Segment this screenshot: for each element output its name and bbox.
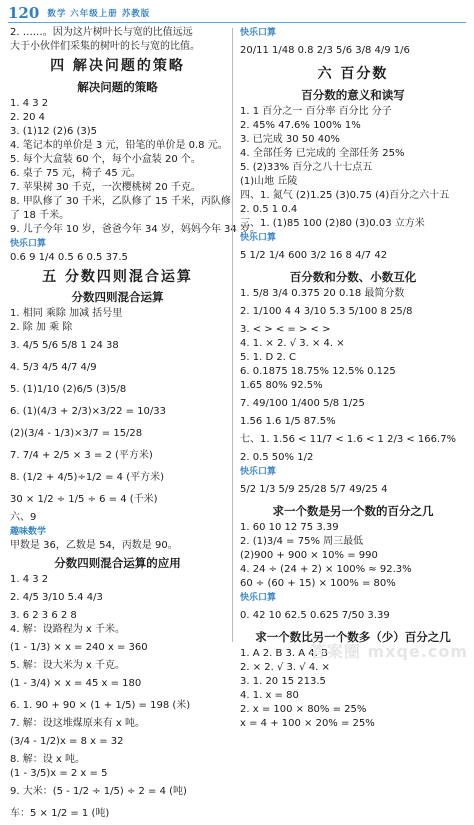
text-line: 5. (1)1/10 (2)6/5 (3)5/8 <box>10 384 127 396</box>
text-line: 6. 桌子 75 元，椅子 45 元。 <box>10 167 141 179</box>
text-line: 0. 42 10 62.5 0.625 7/50 3.39 <box>240 609 390 621</box>
chapter-title: 四 解决问题的策略 <box>50 58 185 74</box>
section-title: 解决问题的策略 <box>77 79 158 94</box>
text-line: 5. 1. D 2. C <box>240 351 297 363</box>
text-line: 7. 解：设这堆煤原来有 x 吨。 <box>10 718 145 730</box>
text-line: 1. 60 10 12 75 3.39 <box>240 521 339 533</box>
text-line: 60 ÷ (60 + 15) × 100% = 80% <box>240 577 396 589</box>
text-line: 甲数是 36，乙数是 54，丙数是 90。 <box>10 540 178 552</box>
text-line: 1. 1 百分之一 百分率 百分比 分子 <box>240 105 392 117</box>
text-line: 大于小伙伴们采集的树叶的长与宽的比值。 <box>10 41 200 52</box>
text-line: 4. 1. x = 80 <box>240 689 299 701</box>
text-line: 3. 已完成 30 50 40% <box>240 133 340 145</box>
text-line: 8. 甲队修了 30 千米，乙队修了 15 千米，丙队修 <box>10 195 231 207</box>
text-line: 4. 24 ÷ (24 + 2) × 100% ≈ 92.3% <box>240 563 412 575</box>
text-line: 2. 除 加 乘 除 <box>10 322 73 334</box>
text-line: (2)(3/4 - 1/3)×3/7 = 15/28 <box>10 428 143 440</box>
text-line: 2. × 2. √ 3. √ 4. × <box>240 661 330 673</box>
text-line: 7. 7/4 + 2/5 × 3 = 2 (平方米) <box>10 450 153 462</box>
text-line: 2. x = 100 × 80% = 25% <box>240 703 367 715</box>
text-line: 七、1. 1.56 < 11/7 < 1.6 < 1 2/3 < 166.7% <box>240 433 457 445</box>
text-line: x = 4 + 100 × 20% = 25% <box>240 717 375 729</box>
text-line: 1. 4 3 2 <box>10 97 49 109</box>
text-line: 6. (1)(4/3 + 2/3)×3/22 = 10/33 <box>10 406 167 418</box>
text-line: 1. 4 3 2 <box>10 574 49 586</box>
page-header <box>8 4 150 22</box>
text-line: 1.56 1.6 1/5 87.5% <box>240 415 336 427</box>
text-line: 三、1. (1)85 100 (2)80 (3)0.03 立方米 <box>240 217 425 229</box>
text-line: 8. (1/2 + 4/5)÷1/2 = 4 (平方米) <box>10 472 164 484</box>
section-title: 求一个数是另一个数的百分之几 <box>272 503 434 518</box>
text-line: 3. (1)12 (2)6 (3)5 <box>10 125 98 137</box>
text-line: 2. (1)3/4 = 75% 周三最低 <box>240 535 364 547</box>
section-title: 分数四则混合运算 <box>71 290 164 305</box>
text-line: 20/11 1/48 0.8 2/3 5/6 3/8 4/9 1/6 <box>240 45 410 56</box>
chapter-title: 六 百分数 <box>317 66 389 82</box>
text-line: 4. 5/3 4/5 4/7 4/9 <box>10 362 97 374</box>
text-line: 2. 20 4 <box>10 111 45 123</box>
section-title: 百分数和分数、小数互化 <box>289 269 417 284</box>
left-column <box>10 26 260 820</box>
text-line: 4. 笔记本的单价是 3 元，铅笔的单价是 0.8 元。 <box>10 139 228 151</box>
text-line: 1. 相同 乘除 加减 括号里 <box>10 308 123 320</box>
text-line: 30 × 1/2 ÷ 1/5 ÷ 6 = 4 (千米) <box>10 494 158 506</box>
text-line: 2. 1/100 4 4 3/10 5.3 5/100 8 25/8 <box>240 305 413 317</box>
text-line: 2. ……。因为这片树叶长与宽的比值远远 <box>10 27 193 38</box>
quick-calc-label: 快乐口算 <box>240 466 277 477</box>
text-line: 7. 苹果树 30 千克，一次樱桃树 20 千克。 <box>10 181 201 193</box>
text-line: 3. 4/5 5/6 5/8 1 24 38 <box>10 340 119 352</box>
text-line: 2. 45% 47.6% 100% 1% <box>240 119 361 131</box>
text-line: 2. 0.5 50% 1/2 <box>240 451 314 463</box>
text-line: (1 - 3/4) × x = 45 x = 180 <box>10 678 142 690</box>
text-line: 3. 1. 20 15 213.5 <box>240 675 326 687</box>
quick-calc-label: 快乐口算 <box>240 28 277 38</box>
quick-calc-label: 快乐口算 <box>10 238 47 249</box>
text-line: 4. 解：设路程为 x 千米。 <box>10 624 125 636</box>
section-title: 分数四则混合运算的应用 <box>54 556 181 571</box>
text-line: 2. 4/5 3/10 5.4 4/3 <box>10 592 103 604</box>
text-line: 7. 49/100 1/400 5/8 1/25 <box>240 397 365 409</box>
quick-calc-label: 快乐口算 <box>240 232 277 243</box>
watermark-logo: 答案圈 mxqe.com <box>309 642 468 661</box>
text-line: 9. 大米：(5 - 1/2 ÷ 1/5) ÷ 2 = 4 (吨) <box>10 786 187 798</box>
text-line: 6. 0.1875 18.75% 12.5% 0.125 <box>240 365 396 377</box>
text-line: 5 1/2 1/4 600 3/2 16 8 4/7 42 <box>240 249 388 261</box>
text-line: 5. (2)33% 百分之八十七点五 <box>240 161 373 173</box>
header-rule <box>8 22 466 23</box>
text-line: 0.6 9 1/4 0.5 6 0.5 37.5 <box>10 251 128 263</box>
header-text: 数学 六年级上册 苏教版 <box>47 9 151 19</box>
text-line: (1)山地 丘陵 <box>240 175 298 187</box>
text-line: (2)900 + 900 × 10% = 990 <box>240 549 378 561</box>
text-line: (3/4 - 1/2)x = 8 x = 32 <box>10 736 124 748</box>
fun-math-label: 趣味数学 <box>10 527 47 538</box>
section-title: 求一个数比另一个数多（少）百分之几 <box>255 629 451 644</box>
text-line: 5/2 1/3 5/9 25/28 5/7 49/25 4 <box>240 483 388 495</box>
text-line: 3. < > < = > < > <box>240 323 331 335</box>
chapter-title: 五 分数四则混合运算 <box>42 268 193 285</box>
text-line: 4. 全部任务 已完成的 全部任务 25% <box>240 147 405 159</box>
page-number: 120 <box>8 4 40 22</box>
text-line: 1. 5/8 3/4 0.375 20 0.18 最简分数 <box>240 287 405 299</box>
text-line: 3. 6 2 3 6 2 8 <box>10 610 77 622</box>
text-line: 1. A 2. B 3. A 4. B <box>240 647 328 659</box>
text-line: 四、1. 氮气 (2)1.25 (3)0.75 (4)百分之六十五 <box>240 189 450 201</box>
text-line: 8. 解：设 x 吨。 <box>10 754 85 766</box>
text-line: (1 - 3/5)x = 2 x = 5 <box>10 768 108 780</box>
text-line: 4. 1. × 2. √ 3. × 4. × <box>240 337 345 349</box>
text-line: 六、9 <box>10 512 37 524</box>
text-line: 5. 解：设大米为 x 千克。 <box>10 660 125 672</box>
text-line: 1.65 80% 92.5% <box>240 379 323 391</box>
text-line: 5. 每个大盒装 60 个，每个小盒装 20 个。 <box>10 153 201 165</box>
section-title: 百分数的意义和读写 <box>301 87 405 102</box>
text-line: 了 18 千米。 <box>10 209 70 221</box>
text-line: 车：5 × 1/2 = 1 (吨) <box>10 808 110 820</box>
quick-calc-label: 快乐口算 <box>240 592 277 603</box>
text-line: 2. 0.5 1 0.4 <box>240 203 298 215</box>
text-line: (1 - 1/3) × x = 240 x = 360 <box>10 642 148 654</box>
text-line: 9. 儿子今年 10 岁，爸爸今年 34 岁，妈妈今年 34 岁。 <box>10 223 260 235</box>
column-divider <box>232 28 233 642</box>
text-line: 6. 1. 90 + 90 × (1 + 1/5) = 198 (米) <box>10 700 191 712</box>
